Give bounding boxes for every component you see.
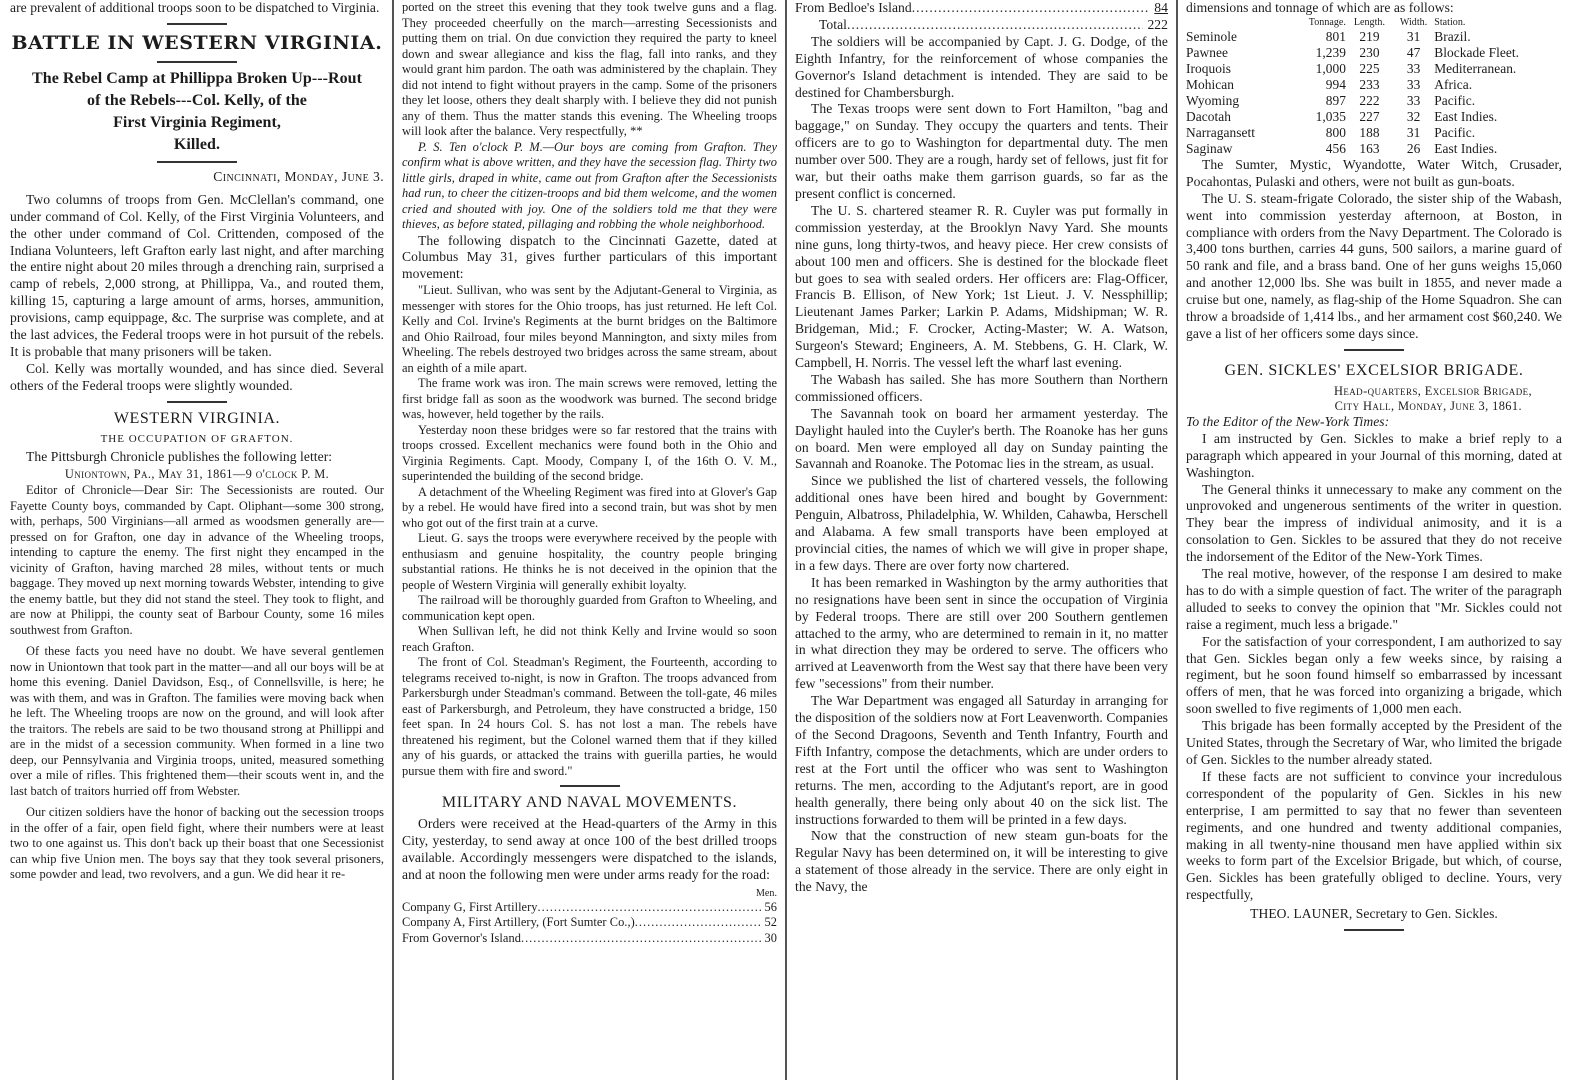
article-paragraph: It has been remarked in Washington by the army authorities that no resignations have been sent in since the occupation of Virginia by Federal troops. There are still over 200 Southern gentlemen attached to the army, who are determined to remain in it, no matter in what direction they may be ordered to serve. The officers who arrived at Leavenworth from the West say that there have been very few "secessions" from their number.	[795, 574, 1168, 692]
letter-paragraph: Editor of Chronicle—Dear Sir: The Secessionists are routed. Our Fayette County boys, commanded by Capt. Oliphant—some 300 strong, with, perhaps, 500 Virginians—all armed as woodsmen generally are—pressed on for Grafton, one day in advance of the Wheeling troops, intending to capture the enemy. The first night they encamped in the vicinity of Grafton, having marched 28 miles, without tents or much baggage. They moved up next morning towards Webster, intending to give the enemy battle, but they did not stand the steel. They took to flight, and are now at Philippi, the county seat of Barbour County, some 16 miles southwest from Grafton.	[10, 483, 384, 637]
divider	[157, 61, 237, 63]
col-header-station: Station.	[1434, 16, 1466, 28]
article-continuation: are prevalent of additional troops soon to be dispatched to Virginia.	[10, 0, 380, 15]
table-row: Seminole 801 219 31 Brazil.	[1186, 28, 1471, 44]
article-paragraph: Now that the construction of new steam gun-boats for the Regular Navy has been determined on, it will be interesting to give a statement of those already in the service. There are only eight in the Navy, the	[795, 828, 1168, 895]
letter-dateline: Head-quarters, Excelsior Brigade,	[1334, 383, 1532, 398]
article-paragraph: The U. S. chartered steamer R. R. Cuyler was put formally in commission yesterday, at the Brooklyn Navy Yard. She mounts nine guns, long thirty-twos, and heavy piece. Her crew consists of about 100 men and officers. She is destined for the blockade fleet but goes to sea with sealed orders. Her officers are: Flag-Officer, Francis B. Ellison, of New York; 1st Lieut. J. V. Nessphillip; Lieutenant James Parker; Larkin P. Adams, Midshipman; W. R. Bridgeman, Mid.; F. Crocker, Acting-Master; W. A. Watson, Surgeon's Steward; Engineers, A. M. Stebbens, G. H. Clark, W. Campbell, H. Norris. The vessel left the wharf last evening.	[795, 202, 1168, 371]
troops-column-header: Men.	[755, 887, 777, 899]
article-paragraph: The Pittsburgh Chronicle publishes the following letter:	[26, 448, 333, 464]
troops-row: Company A, First Artillery, (Fort Sumter Co.,) ..... 52	[402, 915, 777, 931]
article-paragraph: Orders were received at the Head-quarters of the Army in this City, yesterday, to send away at once 100 of the best drilled troops available. Accordingly messengers were dispatched to the islands, and at noon the following men were under arms ready for the road:	[402, 816, 777, 882]
letter-paragraph: Of these facts you need have no doubt. We have several gentlemen now in Uniontown that took part in the matter—and all our boys will be at home this evening. Daniel Davidson, Esq., of Connellsville, is here; he was with them, and was in Grafton. The families were moving back when he left. The Wheeling troops are now on the ground, and will look after the traitors. The rebels are said to be two thousand strong at Phillippi and are in the midst of a secession community. When formed in a line two deep, our Pennsylvania and Virginia troops, united, measured something over a mile of rifles. This frightened them—their scouts went in, and the last batch of traitors hurried off from Webster.	[10, 644, 384, 798]
col-header-width: Width.	[1399, 16, 1428, 28]
dispatch-paragraph: The railroad will be thoroughly guarded from Grafton to Wheeling, and communication kept open.	[402, 593, 777, 623]
letter-salutation: To the Editor of the New-York Times:	[1186, 413, 1390, 429]
divider	[560, 785, 620, 787]
article-paragraph: The Savannah took on board her armament yesterday. The Daylight hauled into the Cuyler's berth. The Roanoke has her guns on board. Men were employed all day on Sunday painting the Savannah and Roanoke. The Potomac lies in the stream, as usual.	[795, 405, 1168, 472]
signature: THEO. LAUNER, Secretary to Gen. Sickles.	[1250, 906, 1498, 922]
article-paragraph: The soldiers will be accompanied by Capt. J. G. Dodge, of the Eighth Infantry, for the reinforcement of whose companies the Governor's Island detachment is intended. They are said to be destined for Chambersburgh.	[795, 33, 1168, 100]
troops-row: From Governor's Island ..... 30	[402, 931, 777, 947]
article-paragraph: Since we published the list of chartered vessels, the following additional ones have been hired and bought by Government: Penguin, Albatross, Philadelphia, W. Whilden, Cahawba, Herschell and Alabama. A few small transports have been employed at provincial cities, the names of which we will give in proper shape, in a few days. There are over forty now chartered.	[795, 473, 1168, 573]
divider	[1344, 349, 1404, 351]
letter-paragraph: I am instructed by Gen. Sickles to make a brief reply to a paragraph which appeared in your Journal of this morning, dated at Washington.	[1186, 430, 1562, 480]
gunboat-table	[1186, 17, 1562, 157]
letter-dateline: City Hall, Monday, June 3, 1861.	[1334, 398, 1522, 413]
article-paragraph: Col. Kelly was mortally wounded, and has since died. Several others of the Federal troops were slightly wounded.	[10, 360, 384, 393]
subheadline: of the Rebels---Col. Kelly, of the	[87, 91, 307, 109]
headline-battle-western-virginia: BATTLE IN WESTERN VIRGINIA.	[11, 31, 383, 54]
divider	[157, 161, 237, 163]
table-header-row	[1186, 17, 1562, 29]
article-paragraph: The Wabash has sailed. She has more Southern than Northern commissioned officers.	[795, 371, 1168, 404]
troops-total-row: Total ..... 222	[795, 17, 1168, 34]
section-title-western-virginia: WESTERN VIRGINIA.	[113, 409, 281, 427]
letter-paragraph: The General thinks it unnecessary to make any comment on the unprovoked and ungenerous sentiments of the writer in question. They bear the impress of individual animosity, and it is a consolation to Gen. Sickles to be assured that they do not receive the indorsement of the Editor of the New-York Times.	[1186, 481, 1562, 565]
divider	[167, 23, 227, 25]
col-header-tonnage: Tonnage.	[1308, 16, 1346, 28]
column-3	[785, 0, 1176, 1080]
table-row: Wyoming 897 222 33 Pacific.	[1186, 92, 1476, 108]
section-subtitle: THE OCCUPATION OF GRAFTON.	[100, 432, 294, 445]
postscript-paragraph: P. S. Ten o'clock P. M.—Our boys are coming from Grafton. They confirm what is above written, and they have the secession flag. Thirty two little girls, draped in white, came out from Grafton after the Secessionists had run, to cheer the citizen-troops and bid them welcome, and the women cried and shouted with joy. One of the soldiers told me that they were thieves, as before stated, pillaging and robbing the whole neighborhood.	[402, 139, 777, 231]
letter-paragraph: This brigade has been formally accepted by the President of the United States, through the Secretary of War, who limited the brigade of Gen. Sickles to the number already stated.	[1186, 718, 1562, 767]
table-row: Saginaw 456 163 26 East Indies.	[1186, 140, 1498, 156]
article-paragraph: The U. S. steam-frigate Colorado, the sister ship of the Wabash, went into commission yesterday afternoon, at Boston, in compliance with orders from the Navy Department. The Colorado is 3,400 tons burthen, carries 44 guns, 500 sailors, a marine guard of 50 rank and file, and a brass band. One of her guns weighs 15,060 and another 12,000 lbs. She was built in 1855, and never made a cruise but one, namely, as flag-ship of the Home Squadron. She can throw a broadside of 1,414 lbs., and her armament cost $60,240. We gave a list of her officers some days since.	[1186, 190, 1562, 341]
column-2	[392, 0, 785, 1080]
column-1	[0, 0, 392, 1080]
subheadline: First Virginia Regiment,	[113, 113, 281, 131]
article-paragraph: The War Department was engaged all Saturday in arranging for the disposition of the soldiers now at Fort Leavenworth. Companies of the Second Dragoons, Seventh and Tenth Infantry, Fourth and Fifth Infantry, compose the detachments, which are under orders to rest at the Fort until the officer who was sent to Washington returns. The men, according to the Adjutant's report, are in good health generally, there being only about 40 on the sick list. The instructions forwarded to them will be printed in a few days.	[795, 693, 1168, 827]
article-paragraph: Two columns of troops from Gen. McClellan's command, one under command of Col. Kelly, of the First Virginia Volunteers, and the other under command of Col. Crittenden, composed of the Indiana Volunteers, left Grafton early last night, and after marching the entire night about 20 miles through a drenching rain, surprised a camp of rebels, 2,000 strong, at Phillippa, Va., and routed them, killing 15, capturing a large amount of arms, horses, ammunition, provisions, camp equippage, &c. The surprise was complete, and at the last advices, the Federal troops were in hot pursuit of the rebels. It is probable that many prisoners will be taken.	[10, 191, 384, 359]
letter-paragraph: If these facts are not sufficient to convince your incredulous correspondent of the popularity of Gen. Sickles in his new enterprise, I am permitted to say that no fewer than seventeen regiments, and one hundred and twenty additional companies, making in all twenty-nine thousand men have applied within six weeks to form part of the Excelsior Brigade, but which, of course, Gen. Sickles has been gratefully obliged to decline. Yours, very respectfully,	[1186, 768, 1562, 903]
article-paragraph: The Texas troops were sent down to Fort Hamilton, "bag and baggage," on Sunday. They occupy the quarters and tents. Their officers are to go to Washington for departmental duty. The men number over 500. They are a rough, hardy set of fellows, just fit for war, but their oaths make them garrison guards, so far as the present conflict is concerned.	[795, 101, 1168, 201]
column-4	[1176, 0, 1570, 1080]
article-paragraph: dimensions and tonnage of which are as follows:	[1186, 0, 1454, 15]
dispatch-paragraph: Yesterday noon these bridges were so far restored that the trains with troops crossed. Excellent mechanics were found both in the Ohio and Virginia Regiments. Capt. Moody, Company I, of the 16th O. V. M., superintended the building of the second bridge.	[402, 422, 777, 484]
table-row: Iroquois 1,000 225 33 Mediterranean.	[1186, 60, 1517, 76]
section-title-military-naval: MILITARY AND NAVAL MOVEMENTS.	[441, 794, 738, 812]
letter-paragraph: The real motive, however, of the response I am desired to make has to do with a simple question of fact. The writer of the paragraph alluded to seeks to convey the opinion that "Mr. Sickles could not raise a regiment, much less a brigade."	[1186, 566, 1562, 632]
troops-row: From Bedloe's Island ..... 84	[795, 0, 1168, 17]
troops-row: Company G, First Artillery ..... 56	[402, 900, 777, 916]
article-paragraph: The following dispatch to the Cincinnati Gazette, dated at Columbus May 31, gives further particulars of this important movement:	[402, 232, 777, 282]
table-row: Pawnee 1,239 230 47 Blockade Fleet.	[1186, 44, 1520, 60]
subheadline: Killed.	[173, 135, 221, 153]
dispatch-paragraph: A detachment of the Wheeling Regiment was fired into at Glover's Gap by a rebel. He would have fired into a second train, but was shot by men who got out of the first train at a curve.	[402, 484, 777, 530]
table-row: Narragansett 800 188 31 Pacific.	[1186, 124, 1476, 140]
subheadline: The Rebel Camp at Phillippa Broken Up---Rout	[32, 69, 362, 87]
divider	[167, 401, 227, 403]
letter-paragraph: ported on the street this evening that they took twelve guns and a flag. They proceeded cheerfully on the march—arresting Secessionists and putting them on trial. On due conviction they required the party to kneel down and swear allegiance and kiss the flag, fall into ranks, and they would grant him pardon. The oath was administered by the chaplain. They did not intend to fight without prayers in the camp. Some of the prisoners they let loose, others they dealt sharply with. I believe they did not punish any of them. Thus the matter stands this evening. The Wheeling troops will look after the balance. Very respectfully, **	[402, 0, 777, 138]
dispatch-paragraph: "Lieut. Sullivan, who was sent by the Adjutant-General to Virginia, as messenger with stores for the Ohio troops, has just returned. He left Col. Kelly and Col. Irvine's Regiments at the burnt bridges on the Baltimore and Ohio Railroad, four miles beyond Mannington, and sixty miles from Wheeling. The rebels destroyed two bridges across the same stream, about an eighth of a mile apart.	[402, 283, 777, 375]
letter-paragraph: Our citizen soldiers have the honor of backing out the secession troops in the offer of a fair, open field fight, where their numbers were at least two to one against us. This don't back up their boast that one Secessionist can whip five Union men. The boys say that they took several prisoners, some powder and lead, two revolvers, and a gun. We did hear it re-	[10, 805, 384, 882]
dateline: Cincinnati, Monday, June 3.	[213, 168, 384, 184]
col-header-length: Length.	[1353, 16, 1386, 28]
section-title-excelsior-brigade: GEN. SICKLES' EXCELSIOR BRIGADE.	[1224, 361, 1524, 379]
article-paragraph: The Sumter, Mystic, Wyandotte, Water Witch, Crusader, Pocahontas, Pulaski and others, were not built as gun-boats.	[1186, 156, 1562, 189]
letter-paragraph: For the satisfaction of your correspondent, I am authorized to say that Gen. Sickles began only a few weeks since, by raising a regiment, but he soon found himself so embarrassed by incessant offers of men, that he was forced into organizing a brigade, which soon swelled to five regiments of 1,000 men each.	[1186, 633, 1562, 717]
dispatch-paragraph: The frame work was iron. The main screws were removed, letting the first bridge fall as soon as the woodwork was burned. The second bridge was, however, held together by the rails.	[402, 376, 777, 422]
dispatch-paragraph: The front of Col. Steadman's Regiment, the Fourteenth, according to telegrams received to-night, is now in Grafton. The troops advanced from Parkersburgh under Steadman's command. Between the toll-gate, 46 miles east of Parkersburgh, and Petroleum, they have constructed a bridge, 150 feet span. In 24 hours Col. S. has not lost a man. The rebels have threatened his regiment, but the Colonel warned them that if they killed any of his guards, or attacked the trains with guerilla parties, he would pursue them with fire and sword."	[402, 655, 777, 778]
dispatch-paragraph: Lieut. G. says the troops were everywhere received by the people with enthusiasm and genuine hospitality, the country people bringing substantial rations. He thinks he is not deceived in the opinion that the people of Western Virginia will generally exhibit loyalty.	[402, 531, 777, 592]
letter-dateline: Uniontown, Pa., May 31, 1861—9 o'clock P. M.	[64, 466, 330, 481]
table-row: Mohican 994 233 33 Africa.	[1186, 76, 1473, 92]
divider	[1344, 929, 1404, 931]
table-row: Dacotah 1,035 227 32 East Indies.	[1186, 108, 1498, 124]
dispatch-paragraph: When Sullivan left, he did not think Kelly and Irvine would so soon reach Grafton.	[402, 624, 777, 654]
